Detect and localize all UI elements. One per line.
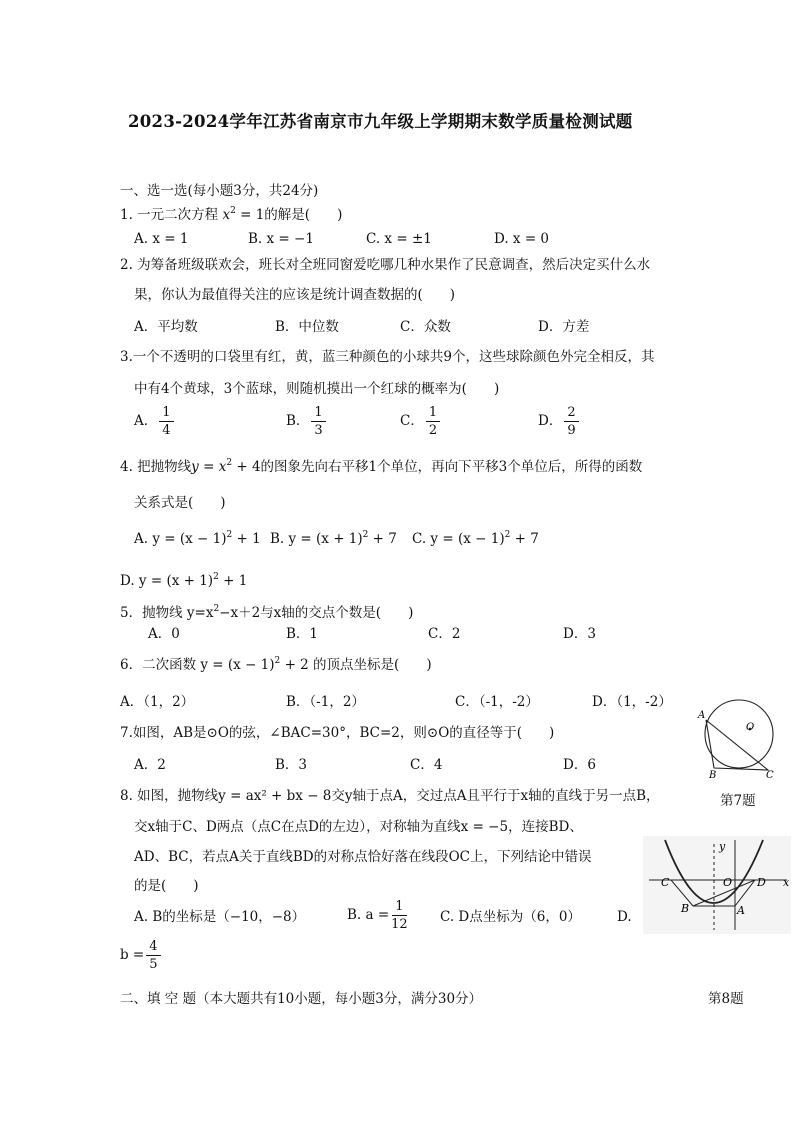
q7-stem: 7.如图，AB是⊙O的弦，∠BAC=30°，BC=2，则⊙O的直径等于( ) <box>120 725 555 741</box>
q8-figure-caption: 第8题 <box>708 991 744 1007</box>
q6-option-a[interactable]: A．（1，2） <box>120 694 195 710</box>
q4-stem-line2: 关系式是( ) <box>134 495 226 511</box>
q4-option-a[interactable]: A. $y = (x - 1)^2 + 1$ <box>134 530 261 547</box>
q8-stem-line4: 的是( ) <box>134 878 199 894</box>
q8-label-x: x <box>783 876 790 889</box>
q5-option-a[interactable]: A．0 <box>148 626 180 642</box>
q7-label-c: C <box>766 770 774 780</box>
q6-option-c[interactable]: C．（-1，-2） <box>455 694 539 710</box>
q3-stem-line2: 中有4个黄球，3个蓝球，则随机摸出一个红球的概率为( ) <box>134 381 500 397</box>
page-title: 2023-2024学年江苏省南京市九年级上学期期末数学质量检测试题 <box>128 112 633 131</box>
q7-figure-caption: 第7题 <box>720 793 756 809</box>
section-heading-2: 二、填 空 题（本大题共有10小题，每小题3分，满分30分） <box>120 991 483 1007</box>
q8-label-c: C <box>661 876 670 889</box>
section-heading-1: 一、选一选(每小题3分，共24分) <box>120 183 319 199</box>
q7-label-a: A <box>698 710 706 721</box>
q8-stem-line2: 交x轴于C、D两点（点C在点D的左边），对称轴为直线x = −5，连接BD、 <box>134 819 583 835</box>
q6-option-b[interactable]: B．（-1，2） <box>286 694 365 710</box>
q4-option-b[interactable]: B. $y = (x + 1)^2 + 7$ <box>270 530 397 547</box>
q6-option-d[interactable]: D．（1，-2） <box>592 694 672 710</box>
q5-option-d[interactable]: D．3 <box>563 626 596 642</box>
q8-stem-line1: 8. 如图，抛物线y = ax² + bx − 8交y轴于点A，交过点A且平行于x轴的直线于另一点B， <box>120 788 660 804</box>
q2-option-c[interactable]: C．众数 <box>400 319 451 335</box>
q7-option-a[interactable]: A．2 <box>134 757 166 773</box>
q2-stem-line2: 果，你认为最值得关注的应该是统计调查数据的( ) <box>134 287 456 303</box>
q8-label-y: y <box>719 840 726 853</box>
q8-option-d[interactable]: b = $\frac{4}{5}$ <box>120 940 163 971</box>
q3-stem-line1: 3.一个不透明的口袋里有红，黄，蓝三种颜色的小球共9个，这些球除颜色外完全相反，其 <box>120 349 655 365</box>
q1-stem: 1. 一元二次方程 $x^2 = 1$的解是( ) <box>120 206 343 223</box>
q1-option-a[interactable]: A. x = 1 <box>134 231 189 247</box>
q2-stem-line1: 2. 为筹备班级联欢会，班长对全班同窗爱吃哪几种水果作了民意调查，然后决定买什么水 <box>120 257 651 273</box>
q1-option-d[interactable]: D. x = 0 <box>494 231 550 247</box>
q3-option-d[interactable]: D． $\frac{2}{9}$ <box>538 406 581 437</box>
q8-option-c[interactable]: C. D点坐标为（6，0） <box>440 909 581 925</box>
q7-label-b: B <box>709 770 717 780</box>
q7-figure-circle <box>692 696 782 780</box>
q8-option-a[interactable]: A. B的坐标是（−10，−8） <box>134 909 306 925</box>
q1-option-c[interactable]: C. x = ±1 <box>366 231 432 247</box>
q4-stem-line1: 4. 把抛物线$y = x^2 + 4$的图象先向右平移1个单位，再向下平移3个单位后，所得的函数 <box>120 458 643 475</box>
q5-stem: 5．抛物线 $y=x^2-x+2$与x轴的交点个数是( ) <box>120 604 414 621</box>
q5-option-c[interactable]: C．2 <box>428 626 461 642</box>
q8-option-b[interactable]: B. a = $\frac{1}{12}$ <box>347 899 408 932</box>
q8-label-a: A <box>737 904 745 917</box>
q5-option-b[interactable]: B．1 <box>286 626 319 642</box>
q4-option-c[interactable]: C. $y = (x - 1)^2 + 7$ <box>412 530 539 547</box>
q1-option-b[interactable]: B. x = −1 <box>248 231 314 247</box>
q2-option-a[interactable]: A．平均数 <box>134 319 198 335</box>
q3-option-a[interactable]: A． $\frac{1}{4}$ <box>134 406 176 437</box>
q8-stem-line3: AD、BC，若点A关于直线BD的对称点恰好落在线段OC上，下列结论中错误 <box>134 849 592 865</box>
q3-option-b[interactable]: B． $\frac{1}{3}$ <box>286 406 328 437</box>
q2-option-d[interactable]: D．方差 <box>538 319 590 335</box>
q8-label-b: B <box>681 902 690 915</box>
q7-option-b[interactable]: B．3 <box>275 757 308 773</box>
q7-option-c[interactable]: C．4 <box>410 757 443 773</box>
q8-label-o: O <box>723 876 733 889</box>
q8-figure-parabola <box>643 836 791 934</box>
q7-label-o: O <box>746 722 755 733</box>
q4-option-d[interactable]: D. $y = (x + 1)^2 + 1$ <box>120 572 248 589</box>
q6-stem: 6．二次函数 $y = (x - 1)^2 + 2$ 的顶点坐标是( ) <box>120 656 432 673</box>
q2-option-b[interactable]: B．中位数 <box>275 319 339 335</box>
q7-option-d[interactable]: D．6 <box>563 757 596 773</box>
q3-option-c[interactable]: C． $\frac{1}{2}$ <box>400 406 442 437</box>
q8-option-d-label[interactable]: D. <box>617 909 632 925</box>
q8-label-d: D <box>757 876 766 889</box>
